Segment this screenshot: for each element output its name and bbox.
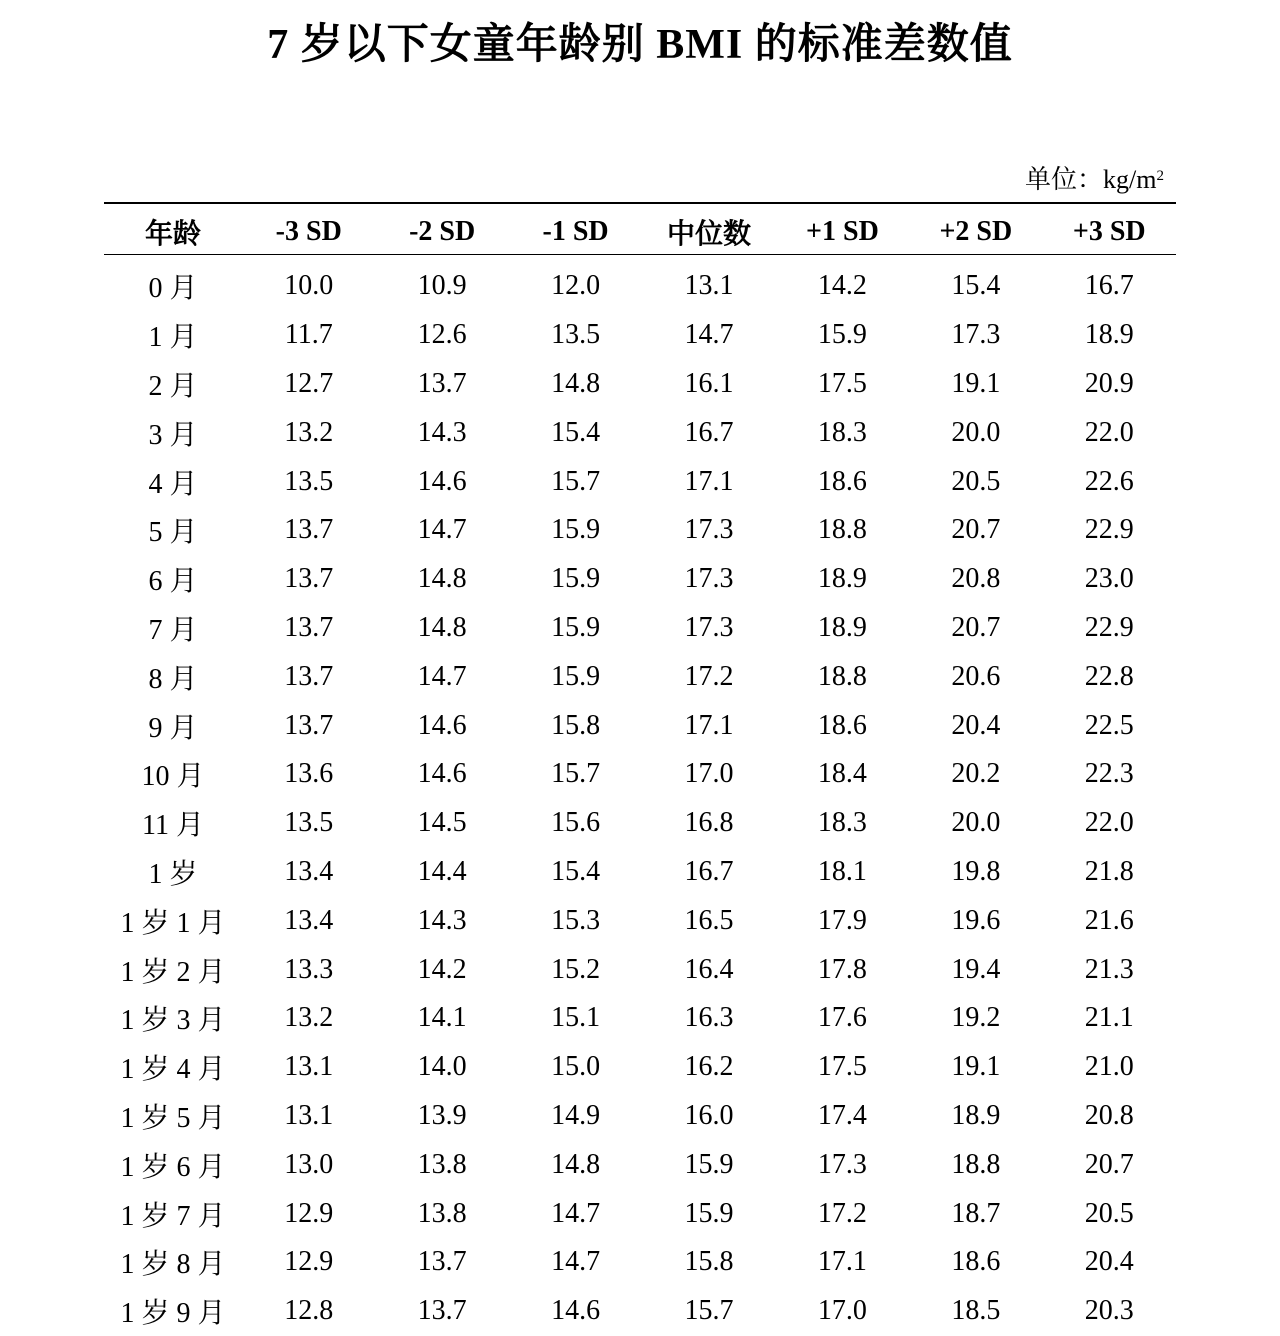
cell-minus-3sd: 13.7 <box>284 563 334 595</box>
cell-median: 13.1 <box>684 270 734 302</box>
cell-plus-1sd: 17.5 <box>817 1051 867 1083</box>
table-row <box>104 750 1176 799</box>
cell-minus-2sd: 14.8 <box>417 611 467 643</box>
cell-plus-1sd: 18.4 <box>817 758 867 790</box>
cell-plus-2sd: 18.6 <box>951 1246 1001 1278</box>
cell-minus-3sd: 11.7 <box>284 319 333 351</box>
table-row <box>104 555 1176 604</box>
cell-plus-3sd: 20.7 <box>1084 1148 1134 1180</box>
cell-minus-3sd: 12.9 <box>284 1197 334 1229</box>
cell-age: 9 月 <box>148 712 198 744</box>
cell-plus-2sd: 17.3 <box>951 319 1001 351</box>
cell-minus-1sd: 14.6 <box>551 1295 601 1327</box>
cell-minus-2sd: 14.5 <box>417 807 467 839</box>
cell-minus-2sd: 13.9 <box>417 1099 467 1131</box>
cell-age: 6 月 <box>148 566 198 598</box>
cell-median: 14.7 <box>684 319 734 351</box>
header-minus-2sd: -2 SD <box>409 216 476 247</box>
cell-plus-2sd: 20.7 <box>951 514 1001 546</box>
cell-plus-1sd: 18.1 <box>817 855 867 887</box>
cell-minus-3sd: 13.4 <box>284 855 334 887</box>
cell-minus-2sd: 14.7 <box>417 514 467 546</box>
header-plus-1sd: +1 SD <box>806 216 879 247</box>
cell-plus-2sd: 20.0 <box>951 807 1001 839</box>
cell-minus-2sd: 13.7 <box>417 1295 467 1327</box>
cell-median: 17.3 <box>684 611 734 643</box>
cell-plus-3sd: 22.8 <box>1084 660 1134 692</box>
cell-minus-1sd: 15.9 <box>551 514 601 546</box>
cell-plus-1sd: 17.6 <box>817 1002 867 1034</box>
header-median: 中位数 <box>667 219 752 250</box>
cell-plus-3sd: 23.0 <box>1084 563 1134 595</box>
cell-median: 16.7 <box>684 855 734 887</box>
cell-plus-1sd: 18.3 <box>817 416 867 448</box>
cell-median: 15.9 <box>684 1197 734 1229</box>
cell-median: 17.3 <box>684 514 734 546</box>
table-row <box>104 262 1176 311</box>
cell-minus-2sd: 13.8 <box>417 1197 467 1229</box>
cell-minus-1sd: 15.4 <box>551 416 601 448</box>
unit-label <box>1025 160 1164 200</box>
cell-plus-1sd: 17.3 <box>817 1148 867 1180</box>
cell-minus-1sd: 15.0 <box>551 1051 601 1083</box>
cell-plus-1sd: 18.3 <box>817 807 867 839</box>
table-row <box>104 1189 1176 1238</box>
cell-minus-2sd: 14.1 <box>417 1002 467 1034</box>
cell-minus-1sd: 15.9 <box>551 611 601 643</box>
cell-minus-3sd: 13.3 <box>284 953 334 985</box>
cell-minus-1sd: 15.1 <box>551 1002 601 1034</box>
cell-minus-2sd: 14.6 <box>417 758 467 790</box>
table-row <box>104 1238 1176 1287</box>
cell-plus-2sd: 20.5 <box>951 465 1001 497</box>
cell-minus-2sd: 12.6 <box>417 319 467 351</box>
cell-minus-2sd: 14.0 <box>417 1051 467 1083</box>
cell-minus-2sd: 13.8 <box>417 1148 467 1180</box>
table-row <box>104 506 1176 555</box>
table-row <box>104 994 1176 1043</box>
cell-plus-1sd: 18.8 <box>817 660 867 692</box>
cell-minus-2sd: 14.8 <box>417 563 467 595</box>
cell-plus-2sd: 20.2 <box>951 758 1001 790</box>
cell-plus-2sd: 20.8 <box>951 563 1001 595</box>
unit-text: 单位：kg/m <box>1025 165 1157 194</box>
cell-plus-1sd: 17.9 <box>817 904 867 936</box>
cell-minus-3sd: 12.8 <box>284 1295 334 1327</box>
cell-minus-2sd: 14.4 <box>417 855 467 887</box>
table-row <box>104 457 1176 506</box>
table-row <box>104 408 1176 457</box>
cell-age: 1 岁 2 月 <box>120 956 226 988</box>
cell-plus-3sd: 22.6 <box>1084 465 1134 497</box>
table-row <box>104 799 1176 848</box>
cell-minus-3sd: 13.7 <box>284 514 334 546</box>
cell-minus-3sd: 13.1 <box>284 1051 334 1083</box>
cell-minus-1sd: 15.7 <box>551 758 601 790</box>
cell-plus-3sd: 21.6 <box>1084 904 1134 936</box>
cell-median: 16.1 <box>684 367 734 399</box>
cell-age: 1 岁 4 月 <box>120 1054 226 1086</box>
cell-minus-1sd: 13.5 <box>551 319 601 351</box>
cell-plus-3sd: 20.3 <box>1084 1295 1134 1327</box>
cell-plus-3sd: 18.9 <box>1084 319 1134 351</box>
cell-minus-1sd: 15.6 <box>551 807 601 839</box>
cell-minus-2sd: 14.6 <box>417 709 467 741</box>
cell-plus-3sd: 21.0 <box>1084 1051 1134 1083</box>
cell-plus-1sd: 18.6 <box>817 709 867 741</box>
cell-minus-1sd: 15.3 <box>551 904 601 936</box>
header-age: 年龄 <box>145 219 202 250</box>
cell-age: 1 岁 <box>148 858 198 890</box>
cell-plus-3sd: 22.9 <box>1084 611 1134 643</box>
cell-plus-1sd: 17.0 <box>817 1295 867 1327</box>
cell-minus-1sd: 14.8 <box>551 1148 601 1180</box>
cell-age: 1 岁 6 月 <box>120 1151 226 1183</box>
table-header-row <box>104 208 1176 256</box>
table-row <box>104 652 1176 701</box>
cell-plus-2sd: 19.6 <box>951 904 1001 936</box>
cell-minus-1sd: 15.8 <box>551 709 601 741</box>
cell-minus-1sd: 15.9 <box>551 660 601 692</box>
cell-minus-3sd: 12.9 <box>284 1246 334 1278</box>
header-minus-3sd: -3 SD <box>275 216 342 247</box>
cell-plus-3sd: 21.8 <box>1084 855 1134 887</box>
cell-minus-1sd: 15.4 <box>551 855 601 887</box>
table-row <box>104 1092 1176 1141</box>
cell-minus-2sd: 13.7 <box>417 1246 467 1278</box>
cell-plus-1sd: 14.2 <box>817 270 867 302</box>
cell-plus-1sd: 18.9 <box>817 563 867 595</box>
cell-minus-3sd: 13.6 <box>284 758 334 790</box>
cell-plus-1sd: 17.8 <box>817 953 867 985</box>
table-row <box>104 360 1176 409</box>
header-plus-2sd: +2 SD <box>939 216 1013 247</box>
cell-median: 16.5 <box>684 904 734 936</box>
cell-plus-3sd: 21.1 <box>1084 1002 1134 1034</box>
table-row <box>104 604 1176 653</box>
cell-minus-2sd: 14.7 <box>417 660 467 692</box>
cell-age: 1 月 <box>148 322 198 354</box>
cell-age: 1 岁 3 月 <box>120 1005 226 1037</box>
cell-minus-3sd: 13.7 <box>284 709 334 741</box>
cell-age: 1 岁 1 月 <box>120 907 226 939</box>
cell-minus-3sd: 12.7 <box>284 367 334 399</box>
cell-plus-3sd: 20.8 <box>1084 1099 1134 1131</box>
table-row <box>104 848 1176 897</box>
cell-plus-1sd: 18.8 <box>817 514 867 546</box>
cell-minus-2sd: 14.3 <box>417 904 467 936</box>
cell-plus-2sd: 19.4 <box>951 953 1001 985</box>
cell-age: 1 岁 5 月 <box>120 1102 226 1134</box>
cell-median: 15.9 <box>684 1148 734 1180</box>
cell-median: 15.7 <box>684 1295 734 1327</box>
cell-plus-2sd: 18.7 <box>951 1197 1001 1229</box>
cell-plus-2sd: 19.1 <box>951 1051 1001 1083</box>
cell-plus-3sd: 22.9 <box>1084 514 1134 546</box>
cell-plus-1sd: 15.9 <box>817 319 867 351</box>
page-title: 7 岁以下女童年龄别 BMI 的标准差数值 <box>267 22 1013 68</box>
cell-plus-2sd: 20.4 <box>951 709 1001 741</box>
cell-minus-1sd: 15.2 <box>551 953 601 985</box>
cell-plus-1sd: 18.6 <box>817 465 867 497</box>
cell-plus-2sd: 18.9 <box>951 1099 1001 1131</box>
cell-plus-2sd: 18.8 <box>951 1148 1001 1180</box>
header-minus-1sd: -1 SD <box>542 216 609 247</box>
cell-minus-3sd: 13.7 <box>284 611 334 643</box>
cell-plus-1sd: 18.9 <box>817 611 867 643</box>
unit-superscript: 2 <box>1156 168 1164 184</box>
cell-median: 16.2 <box>684 1051 734 1083</box>
cell-median: 17.2 <box>684 660 734 692</box>
cell-minus-3sd: 13.2 <box>284 1002 334 1034</box>
cell-plus-3sd: 22.5 <box>1084 709 1134 741</box>
cell-minus-3sd: 13.4 <box>284 904 334 936</box>
cell-age: 7 月 <box>148 614 198 646</box>
table-row <box>104 945 1176 994</box>
cell-minus-1sd: 14.8 <box>551 367 601 399</box>
cell-age: 8 月 <box>148 663 198 695</box>
cell-plus-3sd: 16.7 <box>1084 270 1134 302</box>
cell-minus-3sd: 13.5 <box>284 807 334 839</box>
cell-minus-3sd: 13.7 <box>284 660 334 692</box>
cell-minus-1sd: 12.0 <box>551 270 601 302</box>
cell-plus-1sd: 17.1 <box>817 1246 867 1278</box>
cell-minus-2sd: 13.7 <box>417 367 467 399</box>
cell-median: 15.8 <box>684 1246 734 1278</box>
cell-age: 10 月 <box>141 761 205 793</box>
cell-median: 17.1 <box>684 465 734 497</box>
cell-minus-2sd: 10.9 <box>417 270 467 302</box>
cell-minus-3sd: 13.0 <box>284 1148 334 1180</box>
cell-age: 4 月 <box>148 468 198 500</box>
table-row <box>104 1140 1176 1189</box>
cell-minus-2sd: 14.3 <box>417 416 467 448</box>
table-top-rule <box>104 202 1176 204</box>
cell-plus-1sd: 17.5 <box>817 367 867 399</box>
cell-plus-2sd: 19.2 <box>951 1002 1001 1034</box>
cell-age: 1 岁 9 月 <box>120 1298 226 1330</box>
table-body <box>104 262 1176 1336</box>
cell-age: 5 月 <box>148 517 198 549</box>
table-row <box>104 701 1176 750</box>
cell-minus-3sd: 13.1 <box>284 1099 334 1131</box>
cell-age: 2 月 <box>148 370 198 402</box>
cell-minus-3sd: 13.2 <box>284 416 334 448</box>
cell-minus-2sd: 14.2 <box>417 953 467 985</box>
header-plus-3sd: +3 SD <box>1072 216 1146 247</box>
cell-minus-1sd: 15.7 <box>551 465 601 497</box>
cell-minus-1sd: 14.7 <box>551 1246 601 1278</box>
cell-plus-1sd: 17.2 <box>817 1197 867 1229</box>
cell-plus-1sd: 17.4 <box>817 1099 867 1131</box>
cell-median: 17.1 <box>684 709 734 741</box>
cell-plus-2sd: 18.5 <box>951 1295 1001 1327</box>
cell-plus-2sd: 19.8 <box>951 855 1001 887</box>
cell-minus-2sd: 14.6 <box>417 465 467 497</box>
cell-plus-3sd: 22.0 <box>1084 807 1134 839</box>
cell-plus-3sd: 20.5 <box>1084 1197 1134 1229</box>
cell-minus-1sd: 14.9 <box>551 1099 601 1131</box>
cell-median: 17.3 <box>684 563 734 595</box>
cell-median: 17.0 <box>684 758 734 790</box>
cell-minus-1sd: 15.9 <box>551 563 601 595</box>
table-row <box>104 896 1176 945</box>
cell-plus-3sd: 22.0 <box>1084 416 1134 448</box>
cell-plus-2sd: 15.4 <box>951 270 1001 302</box>
cell-plus-3sd: 21.3 <box>1084 953 1134 985</box>
cell-age: 11 月 <box>142 810 204 842</box>
cell-plus-2sd: 20.6 <box>951 660 1001 692</box>
bmi-sd-table <box>104 208 1176 1336</box>
table-row <box>104 311 1176 360</box>
cell-plus-3sd: 20.9 <box>1084 367 1134 399</box>
cell-age: 1 岁 7 月 <box>120 1200 226 1232</box>
cell-plus-3sd: 22.3 <box>1084 758 1134 790</box>
cell-plus-2sd: 20.7 <box>951 611 1001 643</box>
cell-minus-1sd: 14.7 <box>551 1197 601 1229</box>
cell-plus-3sd: 20.4 <box>1084 1246 1134 1278</box>
cell-age: 1 岁 8 月 <box>120 1249 226 1281</box>
table-row <box>104 1287 1176 1336</box>
cell-median: 16.4 <box>684 953 734 985</box>
cell-median: 16.3 <box>684 1002 734 1034</box>
cell-median: 16.0 <box>684 1099 734 1131</box>
cell-median: 16.7 <box>684 416 734 448</box>
cell-age: 3 月 <box>148 419 198 451</box>
table-row <box>104 1043 1176 1092</box>
cell-plus-2sd: 19.1 <box>951 367 1001 399</box>
cell-minus-3sd: 13.5 <box>284 465 334 497</box>
cell-minus-3sd: 10.0 <box>284 270 334 302</box>
cell-plus-2sd: 20.0 <box>951 416 1001 448</box>
cell-age: 0 月 <box>148 273 198 305</box>
cell-median: 16.8 <box>684 807 734 839</box>
